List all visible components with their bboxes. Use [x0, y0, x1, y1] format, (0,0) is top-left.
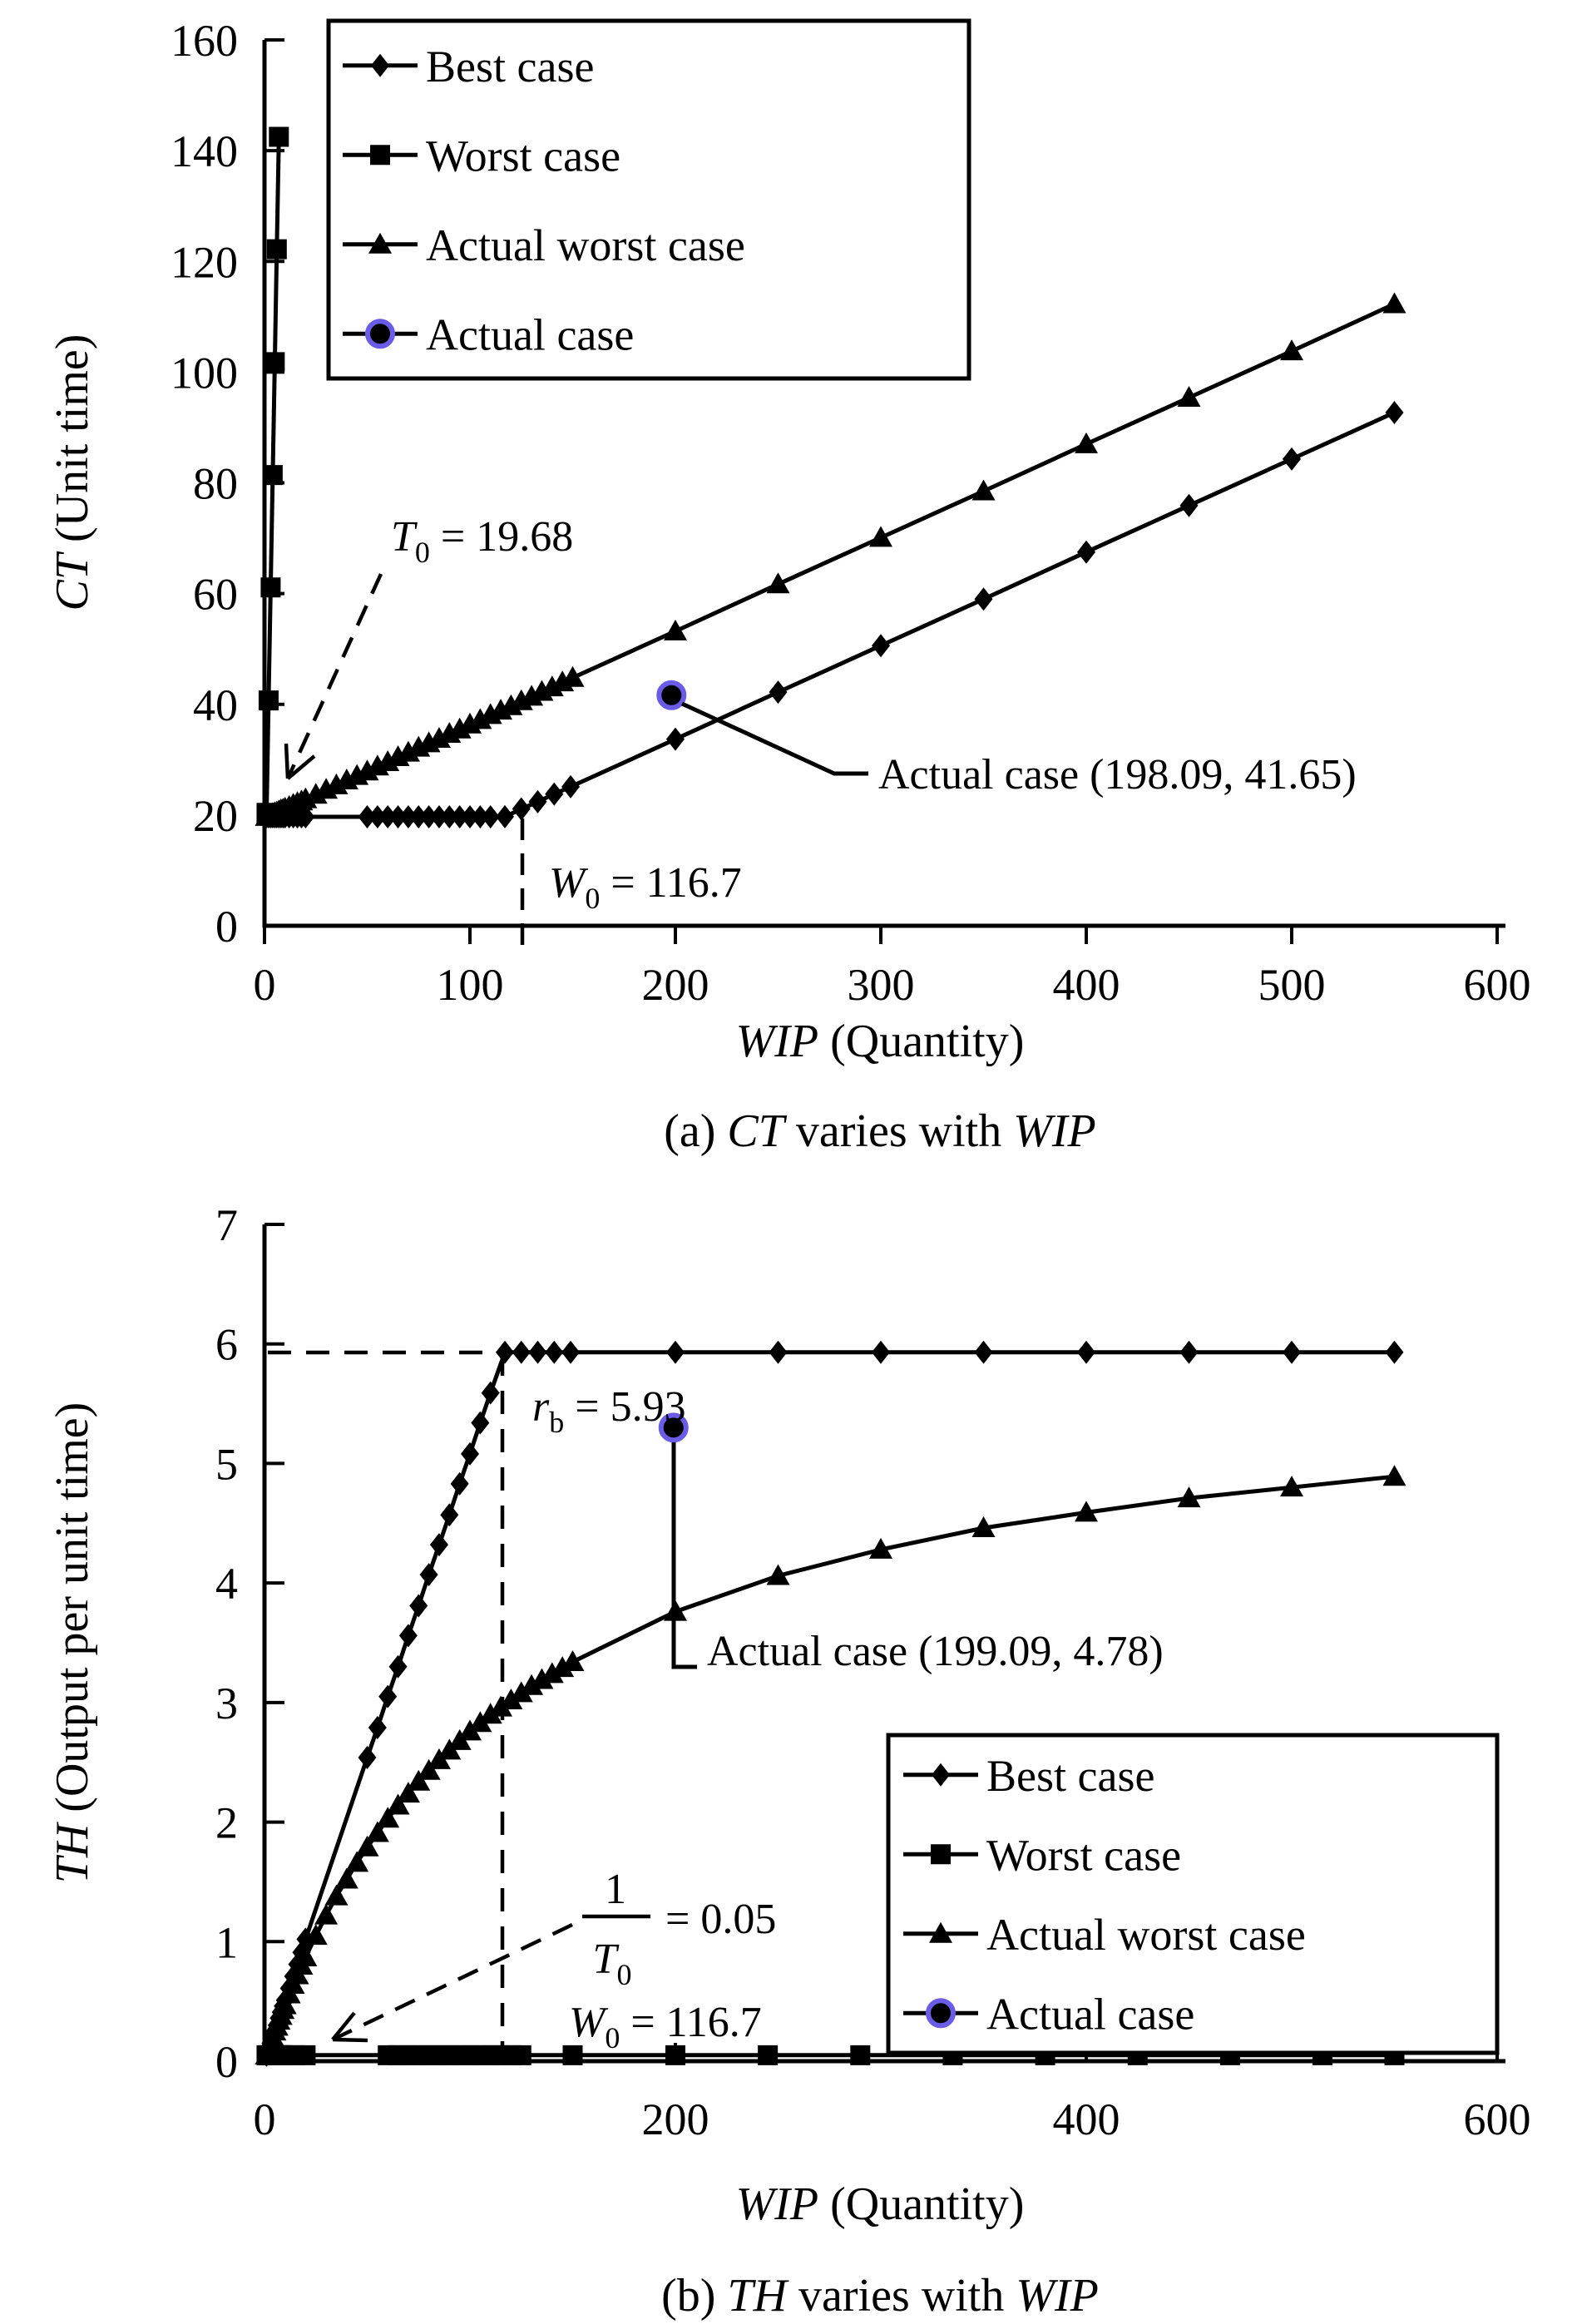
- diamond-marker: [561, 775, 580, 799]
- y-tick-label: 3: [215, 1678, 238, 1728]
- x-tick-label: 500: [1258, 960, 1326, 1010]
- x-tick-label: 200: [641, 2094, 709, 2144]
- t0-annotation: $T_0 = 19.68$: [391, 513, 574, 569]
- diamond-marker: [482, 1382, 500, 1405]
- w0-annotation-a: $W_0 = 116.7$: [549, 859, 742, 915]
- legend-label: Actual worst case: [986, 1909, 1306, 1960]
- series-markers-actual-case: [659, 683, 684, 708]
- x-tick-label: 600: [1463, 960, 1531, 1010]
- fraction-numerator: 1: [605, 1866, 626, 1913]
- plot-area-a: [171, 16, 1531, 1010]
- diamond-marker: [409, 1594, 428, 1617]
- diamond-marker: [440, 1503, 458, 1526]
- diamond-marker: [496, 1341, 514, 1364]
- x-tick-label: 0: [253, 2094, 276, 2144]
- x-tick-label: 400: [1052, 960, 1120, 1010]
- y-tick-label: 5: [215, 1439, 238, 1490]
- actual-case-label-b: Actual case (199.09, 4.78): [707, 1628, 1164, 1675]
- caption-b: (b) TH varies with WIP: [661, 2270, 1099, 2322]
- x-tick-label: 400: [1052, 2094, 1120, 2144]
- y-tick-label: 1: [215, 1917, 238, 1968]
- diamond-marker: [529, 1341, 547, 1364]
- actual-case-marker: [928, 2000, 953, 2025]
- caption-a: (a) CT varies with WIP: [664, 1105, 1096, 1157]
- diamond-marker: [389, 1655, 408, 1679]
- diamond-marker: [1386, 401, 1404, 424]
- diamond-marker: [769, 680, 788, 704]
- square-marker: [264, 352, 284, 372]
- diamond-marker: [1180, 494, 1199, 517]
- legend-a: [329, 21, 969, 378]
- square-marker: [563, 2045, 583, 2065]
- t0-dashed-arrow: [288, 574, 381, 779]
- y-tick-label: 7: [215, 1200, 238, 1250]
- diamond-marker: [399, 1624, 418, 1647]
- actual-case-marker: [659, 683, 684, 708]
- y-tick-label: 0: [215, 902, 238, 952]
- chart-th-vs-wip: [47, 1200, 1531, 2322]
- y-tick-label: 20: [193, 790, 238, 841]
- legend-b: [888, 1735, 1497, 2053]
- x-axis-title-b: WIP (Quantity): [735, 2178, 1025, 2230]
- y-tick-label: 60: [193, 569, 238, 620]
- x-tick-label: 0: [253, 960, 276, 1010]
- diamond-marker: [378, 1685, 397, 1708]
- x-tick-label: 600: [1463, 2094, 1531, 2144]
- diamond-marker: [545, 1341, 563, 1364]
- fraction-denominator: $T_0$: [592, 1936, 632, 1991]
- legend-label: Worst case: [986, 1830, 1182, 1881]
- y-tick-label: 80: [193, 458, 238, 509]
- y-axis-title-a: CT (Unit time): [47, 334, 98, 611]
- diamond-marker: [512, 798, 531, 821]
- diamond-marker: [975, 587, 993, 611]
- y-tick-label: 160: [171, 16, 238, 66]
- diamond-marker: [1386, 1341, 1404, 1364]
- triangle-marker: [767, 572, 790, 593]
- square-marker: [259, 690, 279, 710]
- square-marker: [758, 2045, 778, 2065]
- actual-case-label-a: Actual case (198.09, 41.65): [878, 751, 1357, 799]
- triangle-marker: [1075, 433, 1098, 453]
- square-marker: [269, 126, 289, 146]
- w0-annotation-b: $W_0 = 116.7$: [569, 1999, 762, 2055]
- diamond-marker: [1180, 1341, 1199, 1364]
- diamond-marker: [975, 1341, 993, 1364]
- actual-case-leader-a: [682, 704, 868, 774]
- diamond-marker: [461, 1442, 479, 1466]
- square-marker: [260, 577, 280, 597]
- triangle-marker: [1178, 386, 1201, 407]
- diamond-marker: [368, 1716, 387, 1739]
- diamond-marker: [1077, 1341, 1095, 1364]
- diamond-marker: [1077, 541, 1095, 564]
- legend-label: Best case: [426, 41, 595, 91]
- diamond-marker: [769, 1341, 788, 1364]
- diamond-marker: [666, 1341, 685, 1364]
- y-tick-label: 100: [171, 348, 238, 398]
- legend-label: Worst case: [426, 131, 621, 181]
- y-tick-label: 4: [215, 1559, 238, 1609]
- square-marker: [295, 2045, 315, 2065]
- square-marker: [263, 465, 283, 485]
- diamond-marker: [872, 634, 890, 657]
- diamond-marker: [430, 1533, 448, 1556]
- y-tick-label: 2: [215, 1797, 238, 1848]
- triangle-marker: [972, 479, 996, 500]
- x-tick-label: 100: [436, 960, 504, 1010]
- triangle-marker: [1280, 339, 1303, 360]
- square-marker: [931, 1844, 951, 1864]
- diamond-marker: [358, 1746, 377, 1769]
- square-marker: [370, 145, 390, 165]
- diamond-marker: [872, 1341, 890, 1364]
- x-tick-label: 300: [847, 960, 915, 1010]
- diamond-marker: [496, 805, 514, 828]
- square-marker: [665, 2045, 685, 2065]
- diamond-marker: [471, 1412, 489, 1435]
- legend-label: Best case: [986, 1750, 1155, 1801]
- diamond-marker: [1283, 1341, 1301, 1364]
- square-marker: [850, 2045, 870, 2065]
- y-axis-title-b: TH (Output per unit time): [47, 1402, 98, 1884]
- x-axis-title-a: WIP (Quantity): [735, 1016, 1025, 1067]
- y-tick-label: 6: [215, 1319, 238, 1370]
- legend-label: Actual case: [426, 309, 635, 360]
- x-tick-label: 200: [641, 960, 709, 1010]
- diamond-marker: [420, 1563, 438, 1586]
- square-marker: [512, 2045, 531, 2065]
- triangle-marker: [664, 620, 687, 640]
- legend-box: [329, 21, 969, 378]
- inv-t0-dashed-arrow: [333, 1925, 572, 2040]
- fraction-equals-value: = 0.05: [665, 1896, 777, 1943]
- diamond-marker: [545, 783, 563, 806]
- diamond-marker: [666, 728, 685, 751]
- y-tick-label: 140: [171, 126, 238, 177]
- diamond-marker: [451, 1472, 469, 1496]
- diamond-marker: [529, 790, 547, 813]
- y-tick-label: 40: [193, 680, 238, 730]
- chart-ct-vs-wip: [47, 16, 1531, 1157]
- legend-label: Actual worst case: [426, 220, 745, 270]
- square-marker: [267, 240, 287, 260]
- series-markers-worst-case: [256, 126, 289, 823]
- diamond-marker: [512, 1341, 531, 1364]
- legend-label: Actual case: [986, 1989, 1195, 2040]
- diamond-marker: [1283, 447, 1301, 471]
- y-tick-label: 0: [215, 2037, 238, 2087]
- actual-case-leader-b: [674, 1442, 697, 1667]
- triangle-marker: [869, 526, 892, 546]
- y-tick-label: 120: [171, 237, 238, 288]
- diamond-marker: [561, 1341, 580, 1364]
- triangle-marker: [1383, 293, 1406, 314]
- rb-annotation: $r_b = 5.93$: [532, 1383, 686, 1439]
- actual-case-marker: [368, 321, 393, 346]
